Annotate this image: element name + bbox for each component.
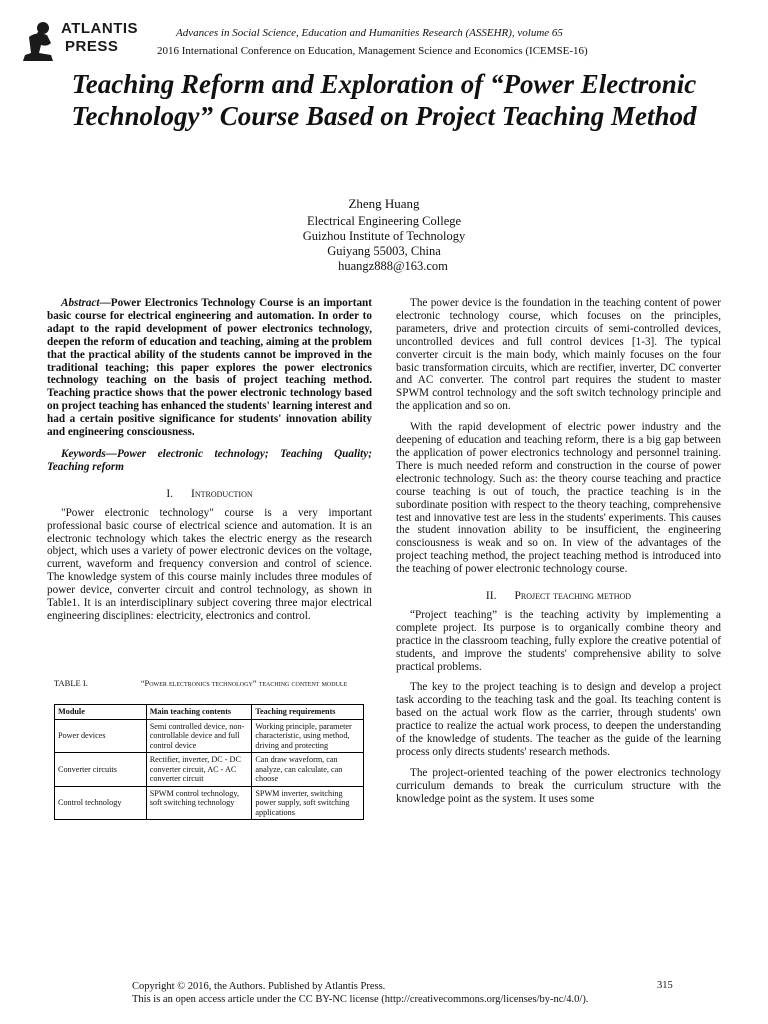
intro-paragraph: "Power electronic technology" course is a very important professional basic course of electrical science and automation. It is an electronic technology which takes the electric energy as the research object, which uses a variety of power electronic devices on the voltage, current, waveform and frequency conversion and control of science. The knowledge system of this course mainly includes three modules of power device, converter circuit and control technology, as shown in Table1. It is an interdisciplinary subject covering three major electrical engineering disciplines: electricity, electronics and control. xyxy=(47,506,372,622)
table-cell: Control technology xyxy=(55,786,147,820)
logo-wordmark: ATLANTIS PRESS xyxy=(61,20,139,55)
table-row xyxy=(55,719,364,753)
right-column xyxy=(396,297,721,806)
abstract-text: —Power Electronics Technology Course is an important basic course for electrical engineering and automation. In order to adapt to the rapid development of power electronics technology, deepen the reform of education and teaching, aiming at the problem that the practical ability of the students cannot be improved in the traditional teaching; this paper explores the power electronics technology teaching on the basis of project teaching method. Teaching practice shows that the power electronic technology based on project teaching has enhanced the students' learning interest and had a certain positive significance for students' innovation ability and engineering consciousness. xyxy=(47,297,372,439)
body-paragraph: The key to the project teaching is to design and develop a project task according to the teaching task and the goal. Its teaching content is based on the actual work flow as the carrier, through students' own practice to realize the actual work process, to deepen the understanding of the knowledge of students. The teacher as the guide of the learning process only directs students' research methods. xyxy=(396,681,721,758)
section-number: II. xyxy=(485,590,497,603)
license-line[interactable]: This is an open access article under the CC BY-NC license (http://creativecommons.org/licenses/by-nc/4.0/). xyxy=(132,994,589,1005)
thinker-figure-icon xyxy=(17,19,61,63)
author-name: Zheng Huang xyxy=(348,196,420,211)
table-cell: Working principle, parameter characteristic, using method, driving and protecting xyxy=(252,719,364,753)
section-title: Project teaching method xyxy=(514,590,632,603)
table-cell: SPWM inverter, switching power supply, soft switching applications xyxy=(252,786,364,820)
body-paragraph: The power device is the foundation in the teaching content of power electronic technology course, which focuses on the principles, parameters, drive and protection circuits of semi-controlled devices, uncontrolled devices and full control devices [1-3]. The typical converter circuit is the main body, which mainly focuses on the four basic transformation circuits, which are rectifier, inverter, DC converter and AC converter. The control part requires the student to master SPWM control technology and the soft switch technology principle and the application and so on. xyxy=(396,297,721,413)
table-header-cell: Module xyxy=(55,705,147,720)
body-paragraph: With the rapid development of electric power industry and the deepening of education and teaching reform, there is a big gap between the application of power electronics technology and personnel training. There is much needed reform and construction in the course of power electronic technology. Such as: the theory course teaching and practice course teaching is out of touch, the practice teaching is in the subordinate position with respect to the theory teaching, comprehensive test and innovative test are less in the students' experiments. This causes the student innovation ability to be insufficient, the engineering consciousness is weak and so on. In view of the advantages of the project teaching method, the project teaching method is introduced into the teaching of power electronic technology course. xyxy=(396,421,721,576)
page-number: 315 xyxy=(657,980,673,991)
keywords: Keywords—Power electronic technology; Teaching Quality; Teaching reform xyxy=(47,447,372,473)
table-cell: Power devices xyxy=(55,719,147,753)
table-title: “Power electronics technology” teaching content module xyxy=(140,678,348,688)
section-number: I. xyxy=(166,487,174,500)
table-cell: Can draw waveform, can analyze, can calculate, can choose xyxy=(252,753,364,787)
author-city: Guiyang 55003, China xyxy=(327,244,441,258)
table-cell: Converter circuits xyxy=(55,753,147,787)
copyright-line: Copyright © 2016, the Authors. Published by Atlantis Press. xyxy=(132,981,386,992)
table-cell: Semi controlled device, non-controllable device and full control device xyxy=(146,719,252,753)
author-email[interactable]: huangz888@163.com xyxy=(338,259,448,273)
abstract xyxy=(47,297,372,439)
author-inst: Guizhou Institute of Technology xyxy=(302,229,466,243)
table-cell: SPWM control technology, soft switching technology xyxy=(146,786,252,820)
table-cell: Rectifier, inverter, DC - DC converter circuit, AC - AC converter circuit xyxy=(146,753,252,787)
author-block xyxy=(0,196,768,274)
body-paragraph: The project-oriented teaching of the power electronics technology curriculum demands to break the curriculum structure with the knowledge point as the system. It uses some xyxy=(396,766,721,805)
author-dept: Electrical Engineering College xyxy=(306,214,462,228)
table-header-cell: Main teaching contents xyxy=(146,705,252,720)
section-heading-project-teaching xyxy=(396,590,721,603)
table-number: TABLE I. xyxy=(54,678,88,688)
teaching-content-table xyxy=(54,704,364,820)
conference-header: 2016 International Conference on Education, Management Science and Economics (ICEMSE-16) xyxy=(157,45,588,57)
left-column xyxy=(47,297,372,623)
table-row xyxy=(55,786,364,820)
table-header-cell: Teaching requirements xyxy=(252,705,364,720)
abstract-label: Abstract xyxy=(61,297,100,309)
section-title: Introduction xyxy=(191,487,253,500)
publisher-logo xyxy=(17,17,147,65)
copyright-footer xyxy=(132,980,588,1006)
body-paragraph: “Project teaching” is the teaching activity by implementing a complete project. Its purpose is to organically combine theory and practice in the classroom teaching, fully explore the creative potential of students, and improve the students' comprehensive ability to solve practical problems. xyxy=(396,608,721,673)
table-header-row xyxy=(55,705,364,720)
table-row xyxy=(55,753,364,787)
section-heading-introduction xyxy=(47,488,372,501)
series-header: Advances in Social Science, Education and Humanities Research (ASSEHR), volume 65 xyxy=(176,27,563,39)
paper-title: Teaching Reform and Exploration of “Power Electronic Technology” Course Based on Project Teaching Method xyxy=(71,69,697,131)
